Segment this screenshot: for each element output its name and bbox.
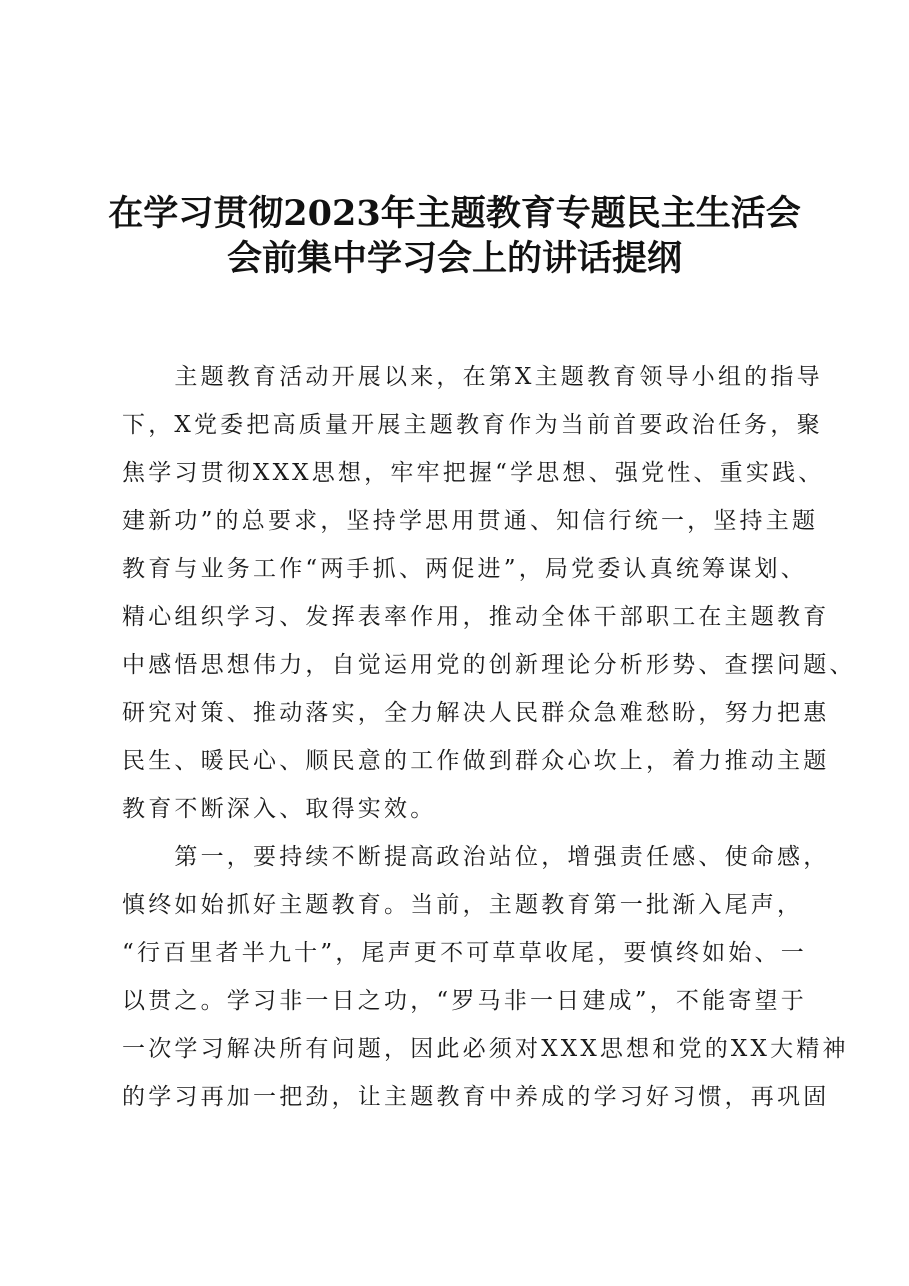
body-line: 焦学习贯彻XXX思想，牢牢把握“学思想、强党性、重实践、: [122, 460, 825, 486]
body-line: “行百里者半九十”，尾声更不可草草收尾，要慎终如始、一: [122, 940, 807, 966]
body-line: 第一，要持续不断提高政治站位，增强责任感、使命感，: [122, 844, 830, 870]
body-line: 教育与业务工作“两手抓、两促进”，局党委认真统筹谋划、: [122, 556, 807, 582]
body-line: 中感悟思想伟力，自觉运用党的创新理论分析形势、查摆问题、: [122, 652, 856, 678]
body-line: 一次学习解决所有问题，因此必须对XXX思想和党的XX大精神: [122, 1036, 849, 1062]
body-line: 以贯之。学习非一日之功，“罗马非一日建成”，不能寄望于: [122, 988, 807, 1014]
document-body: [122, 353, 856, 1121]
document-title-line-2: 会前集中学习会上的讲话提纲: [226, 238, 682, 279]
body-line: 教育不断深入、取得实效。: [122, 796, 437, 822]
body-line: 下，X党委把高质量开展主题教育作为当前首要政治任务，聚: [122, 412, 823, 438]
body-line: 民生、暖民心、顺民意的工作做到群众心坎上，着力推动主题: [122, 748, 830, 774]
body-line: 精心组织学习、发挥表率作用，推动全体干部职工在主题教育: [122, 604, 830, 630]
body-line: 建新功”的总要求，坚持学思用贯通、知信行统一，坚持主题: [122, 508, 819, 534]
document-title-line-1: 在学习贯彻2023年主题教育专题民主生活会: [108, 193, 801, 234]
body-line: 研究对策、推动落实，全力解决人民群众急难愁盼，努力把惠: [122, 700, 830, 726]
body-line: 慎终如始抓好主题教育。当前，主题教育第一批渐入尾声，: [122, 892, 804, 918]
body-line: 的学习再加一把劲，让主题教育中养成的学习好习惯，再巩固: [122, 1084, 830, 1110]
body-line: 主题教育活动开展以来，在第X主题教育领导小组的指导: [122, 364, 823, 390]
